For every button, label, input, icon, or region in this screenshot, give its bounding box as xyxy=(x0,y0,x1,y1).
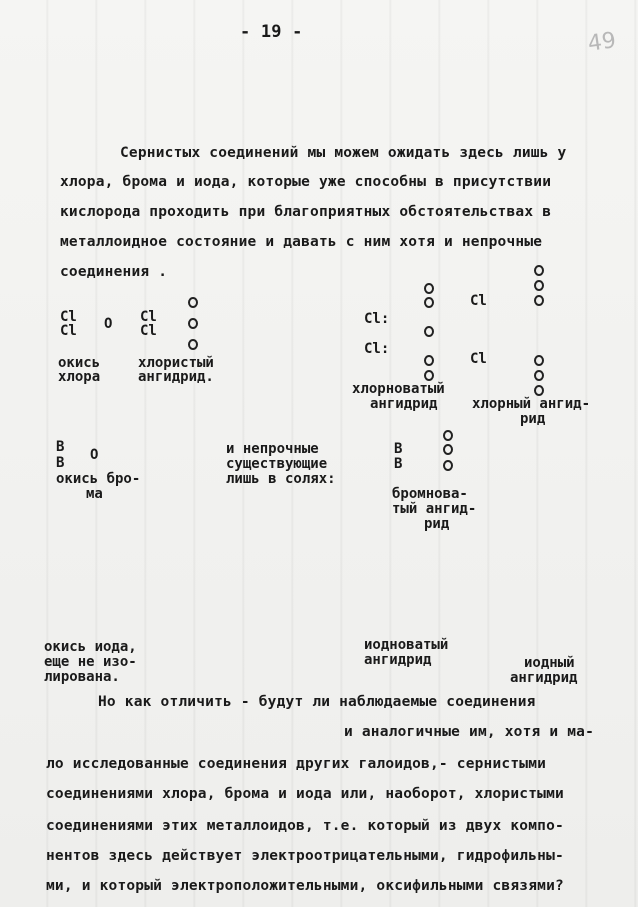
text-line: ло исследованные соединения других галоидов,- сернистыми xyxy=(46,756,547,772)
page-number: - 19 - xyxy=(240,22,303,42)
text-line: хлора, брома и иода, которые уже способны в присутствии xyxy=(60,174,552,190)
text-line: Но как отличить - будут ли наблюдаемые соединения xyxy=(98,694,536,710)
oxygen-ring xyxy=(424,326,434,337)
oxygen-ring xyxy=(424,283,434,294)
oxygen-ring xyxy=(188,297,198,308)
corner-mark: 49 xyxy=(586,28,618,57)
text-line: соединениями этих металлоидов, т.е. который из двух компо- xyxy=(46,818,564,834)
document-page: - 19 - 49 Сернистых соединений мы можем ожидать здесь лишь у хлора, брома и иода, которые уже способны в присутствии кислорода проходить при благоприятных обстоятельствах в металлоидное состояние и давать с ним хотя и непрочные соединения . Cl Cl O окись хлора Cl Cl хлористый ангидрид. Cl: Cl: хлорноватый ангидрид Cl Cl хлорный ангид- рид B B O окись бро- ма и непрочные существующие лишь в солях: B B бромнова- тый ангид- рид окись иода, еще не изо- лирована. иодноватый ангидрид иодный ангидрид Но как отличить - будут ли наблюдаемые соединения и аналогичные им, хотя и ма- ло исследованные соединения других галоидов,- сернистыми соединениями хлора, брома и иода или, наоборот, хлористыми соединениями этих металлоидов, т.е. который из двух компо- нентов здесь действует электроотрицательными, гидрофильны- ми, и который электроположительными, оксифильными связями? xyxy=(0,0,638,907)
oxygen-ring xyxy=(188,318,198,329)
oxygen-ring xyxy=(534,280,544,291)
oxygen-ring xyxy=(534,265,544,276)
text-line: нентов здесь действует электроотрицательными, гидрофильны- xyxy=(46,848,564,864)
oxygen-ring xyxy=(443,460,453,471)
oxygen-ring xyxy=(424,355,434,366)
text-line: кислорода проходить при благоприятных обстоятельствах в xyxy=(60,204,552,220)
text-line: соединения . xyxy=(60,264,168,280)
text-line: металлоидное состояние и давать с ним хотя и непрочные xyxy=(60,234,543,250)
oxygen-ring xyxy=(188,339,198,350)
text-line: и аналогичные им, хотя и ма- xyxy=(344,724,595,740)
oxygen-ring xyxy=(534,295,544,306)
text-line: ми, и который электроположительными, оксифильными связями? xyxy=(46,878,564,894)
oxygen-ring xyxy=(534,370,544,381)
text-line: соединениями хлора, брома и иода или, наоборот, хлористыми xyxy=(46,786,564,802)
oxygen-ring xyxy=(443,430,453,441)
oxygen-ring xyxy=(534,355,544,366)
oxygen-ring xyxy=(424,370,434,381)
oxygen-ring xyxy=(424,297,434,308)
oxygen-ring xyxy=(443,444,453,455)
oxygen-ring xyxy=(534,385,544,396)
text-line: Сернистых соединений мы можем ожидать здесь лишь у xyxy=(120,145,567,161)
